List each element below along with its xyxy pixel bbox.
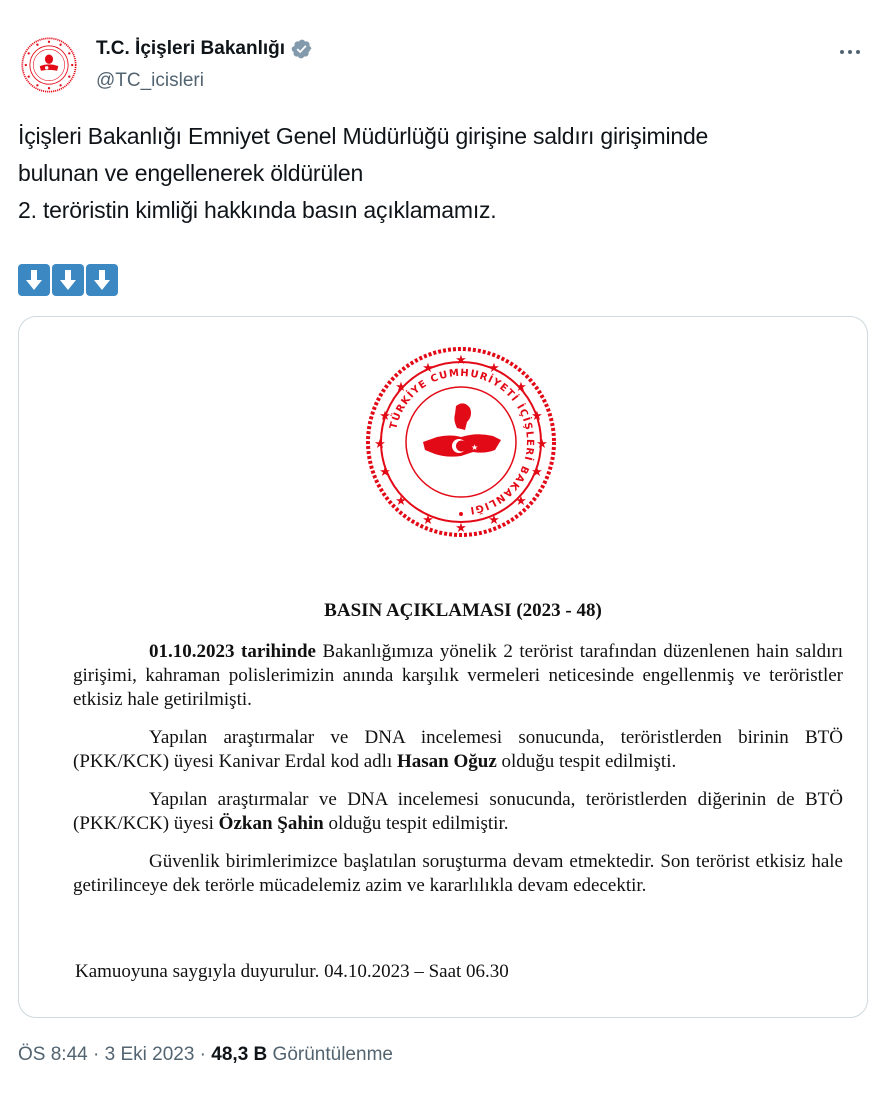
tweet-text-line: 2. teröristin kimliği hakkında basın açıklamamız. [18, 197, 497, 223]
svg-text:★: ★ [471, 443, 479, 452]
views-count: 48,3 B [211, 1044, 268, 1065]
more-dot [848, 50, 852, 54]
separator: · [87, 1044, 105, 1065]
paragraph-text: Yapılan araştırmalar ve DNA incelemesi sonucunda, teröristlerden diğerinin de BTÖ (PKK/KCK) üyesi [73, 789, 843, 834]
svg-text:★: ★ [536, 437, 548, 452]
svg-text:TÜRKİYE CUMHURİYETİ İÇİŞLERİ B: TÜRKİYE CUMHURİYETİ İÇİŞLERİ BAKANLIĞI [388, 367, 536, 516]
ministry-seal-icon [20, 36, 78, 94]
svg-text:★: ★ [395, 380, 407, 395]
down-arrow-icon [18, 264, 50, 296]
down-arrow-icon [52, 264, 84, 296]
document-paragraph [73, 640, 843, 712]
svg-text:★: ★ [488, 513, 500, 528]
svg-text:★: ★ [531, 409, 543, 424]
more-dot [856, 50, 860, 54]
bold-name: Özkan Şahin [218, 813, 324, 834]
tweet-header [18, 34, 868, 98]
svg-text:★: ★ [374, 437, 386, 452]
paragraph-text: olduğu tespit edilmişti. [496, 751, 677, 772]
svg-text:★: ★ [395, 494, 407, 509]
svg-text:★: ★ [422, 361, 434, 376]
svg-text:★: ★ [379, 409, 391, 424]
svg-text:★: ★ [515, 380, 527, 395]
tweet-text-line: bulunan ve engellenerek öldürülen [18, 160, 364, 186]
svg-text:★: ★ [379, 465, 391, 480]
document-paragraph: Güvenlik birimlerimizce başlatılan soruşturma devam etmektedir. Son terörist etkisiz hale getirilinceye dek terörle mücadelemiz azim ve kararlılıkla devam edecektir. [73, 851, 843, 896]
media-image[interactable] [18, 316, 868, 1018]
views-label: Görüntülenme [267, 1044, 393, 1065]
separator: · [194, 1044, 212, 1065]
svg-text:★: ★ [515, 494, 527, 509]
tweet-date[interactable]: 3 Eki 2023 [104, 1044, 195, 1065]
tweet-meta [18, 1044, 393, 1066]
document-paragraph [73, 788, 843, 836]
document-title: BASIN AÇIKLAMASI (2023 - 48) [324, 600, 602, 621]
svg-text:★: ★ [422, 513, 434, 528]
tweet-text-line: İçişleri Bakanlığı Emniyet Genel Müdürlüğü girişine saldırı girişiminde [18, 123, 709, 149]
more-horizontal-icon [840, 50, 844, 54]
paragraph-text: Bakanlığımıza yönelik 2 terörist tarafından düzenlenen hain saldırı girişimi, kahraman polislerimizin anında karşılık vermeleri neticesinde engellenmiş ve teröristler etkisiz hale getirilmişti. [73, 641, 843, 710]
press-release-document [73, 599, 843, 998]
tweet-text [18, 118, 858, 229]
name-row [96, 38, 313, 60]
paragraph-text: Yapılan araştırmalar ve DNA incelemesi sonucunda, teröristlerden birinin BTÖ (PKK/KCK) üyesi Kanivar Erdal kod adlı [73, 727, 843, 772]
display-name[interactable]: T.C. İçişleri Bakanlığı [96, 38, 286, 59]
svg-text:★: ★ [531, 465, 543, 480]
tweet-time[interactable]: ÖS 8:44 [18, 1044, 88, 1065]
svg-text:★: ★ [488, 361, 500, 376]
document-paragraph [73, 726, 843, 774]
paragraph-text: olduğu tespit edilmiştir. [323, 813, 509, 834]
user-handle[interactable]: @TC_icisleri [96, 70, 204, 91]
bold-name: Hasan Oğuz [397, 751, 497, 772]
ministry-seal-icon [361, 342, 561, 542]
verified-badge-icon[interactable] [291, 38, 313, 60]
avatar[interactable] [20, 36, 78, 94]
emoji-row [18, 264, 118, 296]
down-arrow-icon [86, 264, 118, 296]
document-closing: Kamuoyuna saygıyla duyurulur. 04.10.2023 – Saat 06.30 [75, 961, 509, 982]
svg-text:★: ★ [455, 521, 467, 536]
svg-text:★: ★ [455, 353, 467, 368]
bold-date: 01.10.2023 tarihinde [149, 641, 316, 662]
more-options-button[interactable] [832, 38, 868, 66]
